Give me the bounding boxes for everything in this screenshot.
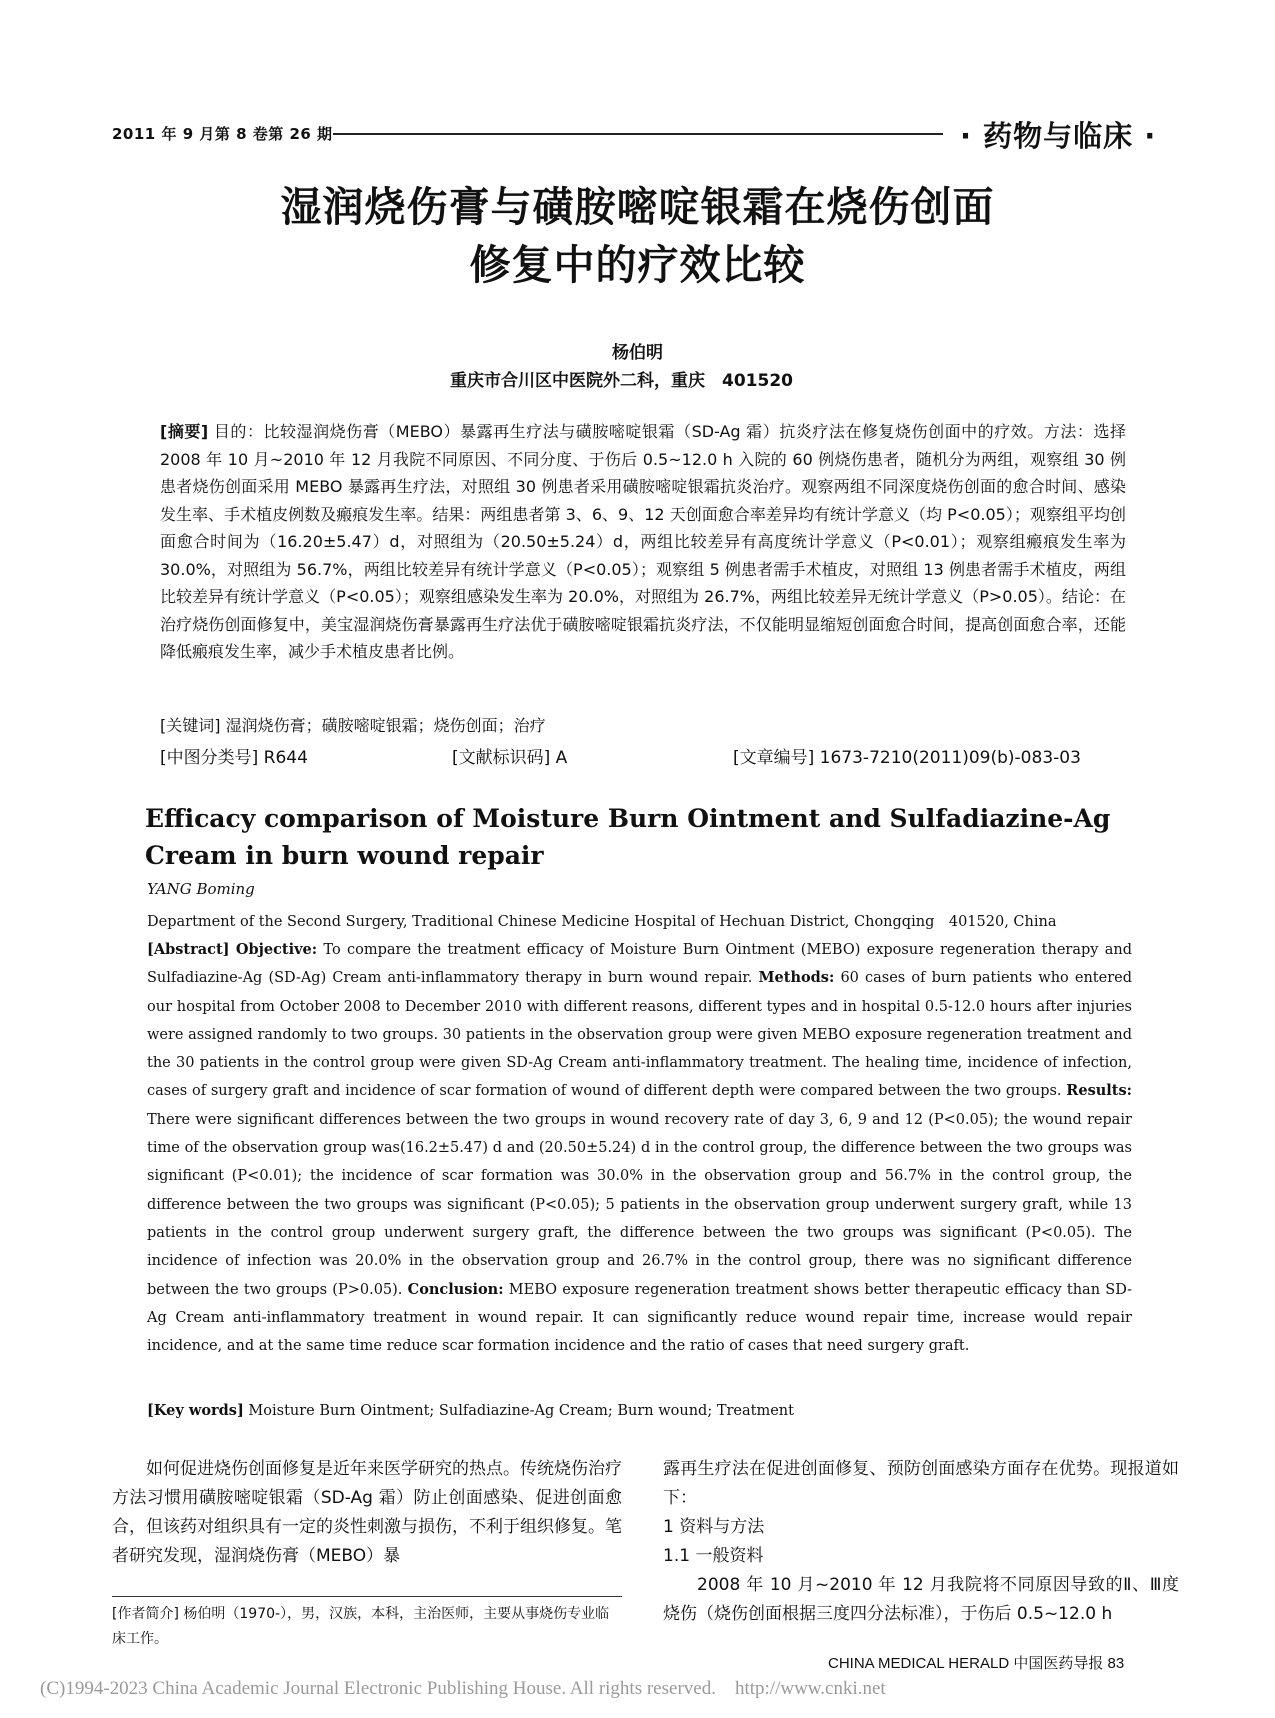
affiliation-cn: 重庆市合川区中医院外二科，重庆 401520: [450, 371, 793, 391]
author-note-label: [作者简介]: [112, 1606, 179, 1622]
abstract-en: [147, 936, 1132, 1360]
body-paragraph-col1: 如何促进烧伤创面修复是近年来医学研究的热点。传统烧伤治疗方法习惯用磺胺嘧啶银霜（SD-Ag 霜）防止创面感染、促进创面愈合，但该药对组织具有一定的炎性刺激与损伤，不利于组织修复。笔者研究发现，湿润烧伤膏（MEBO）暴: [112, 1459, 622, 1566]
abstract-cn: [160, 418, 1126, 666]
keywords-cn: [160, 713, 546, 736]
clc-value: R644: [263, 748, 308, 768]
doc-value: A: [555, 748, 568, 768]
article-value: 1673-7210(2011)09(b)-083-03: [819, 748, 1081, 768]
results-label: Results:: [1066, 1082, 1132, 1100]
title-cn-line2: 修复中的疗效比较: [469, 241, 806, 289]
abstract-cn-label: [摘要]: [160, 422, 209, 441]
author-note: [112, 1602, 622, 1652]
objective-text: To compare the treatment efficacy of Moisture Burn Ointment (MEBO) exposure regeneration therapy and Sulfadiazine-Ag (SD-Ag) Cream anti-inflammatory therapy in burn wound repair.: [147, 942, 1133, 987]
clc-number: [160, 743, 308, 768]
section-heading-1-1: 1.1 一般资料: [663, 1546, 764, 1566]
article-label: [文章编号]: [733, 748, 815, 768]
article-number: [733, 743, 1081, 768]
section-title: · 药物与临床 ·: [960, 119, 1157, 153]
results-text: There were significant differences between the two groups in wound recovery rate of day 3, 6, 9 and 12 (P<0.05); the wound repair time of the observation group was(16.2±5.47) d and (20.50±5.24) d in the control group, the difference between the two groups was significant (P<0.01); the incidence of scar formation was 30.0% in the observation group and 56.7% in the control group, the difference between the two groups was significant (P<0.05); 5 patients in the observation group underwent surgery graft, while 13 patients in the control group underwent surgery graft, the difference between the two groups was significant (P<0.05). The incidence of infection was 20.0% in the observation group and 26.7% in the control group, there was no significant difference between the two groups (P>0.05).: [147, 1111, 1132, 1298]
affiliation-en: Department of the Second Surgery, Traditional Chinese Medicine Hospital of Hechuan District, Chongqing 401520, China: [147, 914, 1057, 930]
keywords-en-text: Moisture Burn Ointment; Sulfadiazine-Ag Cream; Burn wound; Treatment: [248, 1403, 794, 1419]
body-paragraph-col2: 2008 年 10 月~2010 年 12 月我院将不同原因导致的Ⅱ、Ⅲ度烧伤（烧伤创面根据三度四分法标准），于伤后 0.5~12.0 h: [663, 1575, 1179, 1624]
objective-label: Objective:: [235, 941, 318, 958]
copyright-watermark: (C)1994-2023 China Academic Journal Electronic Publishing House. All rights reserved. http://www.cnki.net: [40, 1678, 886, 1699]
footnote-rule: [112, 1596, 622, 1597]
keywords-en: [147, 1402, 794, 1419]
keywords-cn-text: 湿润烧伤膏；磺胺嘧啶银霜；烧伤创面；治疗: [225, 716, 546, 735]
conclusion-label: Conclusion:: [407, 1280, 504, 1298]
title-en: Efficacy comparison of Moisture Burn Ointment and Sulfadiazine-Ag Cream in burn wound repair: [145, 804, 1111, 870]
keywords-en-label: [Key words]: [147, 1402, 244, 1419]
title-cn-line1: 湿润烧伤膏与磺胺嘧啶银霜在烧伤创面: [280, 183, 995, 231]
issue-info: 2011 年 9 月第 8 卷第 26 期: [112, 125, 333, 143]
methods-label: Methods:: [758, 969, 835, 987]
body-col2-continuation: 露再生疗法在促进创面修复、预防创面感染方面存在优势。现报道如下：: [663, 1459, 1179, 1508]
author-note-text: 杨伯明（1970-），男，汉族，本科，主治医师，主要从事烧伤专业临床工作。: [112, 1606, 610, 1647]
methods-text: 60 cases of burn patients who entered our hospital from October 2008 to December 2010 with different reasons, different types and in hospital 0.5-12.0 hours after injuries were assigned randomly to two groups. 30 patients in the observation group were given MEBO exposure regeneration treatment and the 30 patients in the control group were given SD-Ag Cream anti-inflammatory treatment. The healing time, incidence of infection, cases of surgery graft and incidence of scar formation of wound of different depth were compared between the two groups.: [147, 970, 1132, 1100]
clc-label: [中图分类号]: [160, 748, 259, 768]
author-en: YANG Boming: [147, 880, 255, 898]
conclusion-text: MEBO exposure regeneration treatment shows better therapeutic efficacy than SD-Ag Cream anti-inflammatory treatment in wound repair. It can significantly reduce wound repair time, increase would repair incidence, and at the same time reduce scar formation incidence and the ratio of cases that need surgery graft.: [147, 1281, 1132, 1355]
abstract-en-label: [Abstract]: [147, 941, 230, 958]
header-rule: [333, 133, 943, 135]
doc-label: [文献标识码]: [452, 748, 551, 768]
doc-code: [452, 743, 567, 768]
journal-footer: CHINA MEDICAL HERALD 中国医药导报 83: [828, 1655, 1125, 1672]
abstract-cn-text: 目的：比较湿润烧伤膏（MEBO）暴露再生疗法与磺胺嘧啶银霜（SD-Ag 霜）抗炎疗法在修复烧伤创面中的疗效。方法：选择 2008 年 10 月~2010 年 12 月我院不同原因、不同分度、于伤后 0.5~12.0 h 入院的 60 例烧伤患者，随机分为两组，观察组 30 例患者烧伤创面采用 MEBO 暴露再生疗法，对照组 30 例患者采用磺胺嘧啶银霜抗炎治疗。观察两组不同深度烧伤创面的愈合时间、感染发生率、手术植皮例数及瘢痕发生率。结果：两组患者第 3、6、9、12 天创面愈合率差异均有统计学意义（均 P<0.05）；观察组平均创面愈合时间为（16.20±5.47）d，对照组为（20.50±5.24）d，两组比较差异有高度统计学意义（P<0.01）；观察组瘢痕发生率为 30.0%，对照组为 56.7%，两组比较差异有统计学意义（P<0.05）；观察组 5 例患者需手术植皮，对照组 13 例患者需手术植皮，两组比较差异有统计学意义（P<0.05）；观察组感染发生率为 20.0%，对照组为 26.7%，两组比较差异无统计学意义（P>0.05）。结论：在治疗烧伤创面修复中，美宝湿润烧伤膏暴露再生疗法优于磺胺嘧啶银霜抗炎疗法，不仅能明显缩短创面愈合时间，提高创面愈合率，还能降低瘢痕发生率，减少手术植皮患者比例。: [160, 422, 1126, 661]
keywords-cn-label: [关键词]: [160, 716, 221, 735]
section-heading-1: 1 资料与方法: [663, 1517, 765, 1537]
author-cn: 杨伯明: [612, 343, 663, 363]
body-col2: [663, 1455, 1179, 1629]
